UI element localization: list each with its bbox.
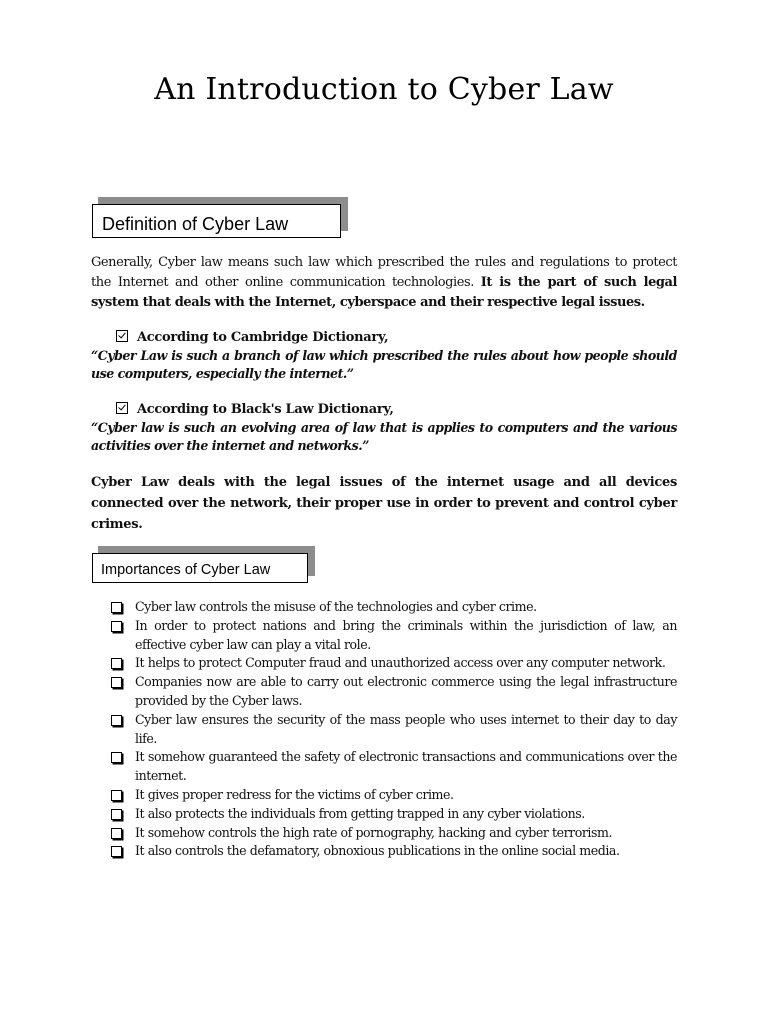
square-bullet-icon — [111, 846, 122, 857]
list-item-text: It also protects the individuals from getting trapped in any cyber violations. — [135, 805, 585, 821]
square-bullet-icon — [111, 790, 122, 801]
section-heading-label: Importances of Cyber Law — [92, 553, 308, 583]
list-item — [111, 824, 677, 843]
list-item-text: In order to protect nations and bring the criminals within the jurisdiction of law, an effective cyber law can play a vital role. — [135, 617, 677, 652]
checked-box-icon — [116, 330, 128, 342]
list-item — [111, 617, 677, 655]
list-item-text: It somehow guaranteed the safety of electronic transactions and communications over the internet. — [135, 749, 677, 784]
list-item-text: Cyber law ensures the security of the mass people who uses internet to their day to day life. — [135, 711, 677, 746]
list-item — [111, 654, 677, 673]
list-item — [111, 748, 677, 786]
square-bullet-icon — [111, 809, 122, 820]
list-item — [111, 786, 677, 805]
square-bullet-icon — [111, 621, 122, 632]
definition-source-label: According to Black's Law Dictionary, — [137, 402, 394, 417]
list-item — [111, 711, 677, 749]
definition-source — [116, 401, 394, 419]
list-item — [111, 673, 677, 711]
intro-text: Generally, Cyber law means such law which prescribed the rules and regulations to protect the Internet and other online communication technologies. — [91, 255, 677, 290]
definition-source-label: According to Cambridge Dictionary, — [137, 330, 389, 345]
section-heading-importances — [92, 553, 308, 583]
page-title: An Introduction to Cyber Law — [154, 72, 614, 107]
list-item-text: It gives proper redress for the victims of cyber crime. — [135, 786, 454, 802]
square-bullet-icon — [111, 828, 122, 839]
square-bullet-icon — [111, 715, 122, 726]
intro-bold-text: It is the part of such legal system that deals with the Internet, cyberspace and their respective legal issues. — [91, 275, 677, 310]
list-item-text: It somehow controls the high rate of pornography, hacking and cyber terrorism. — [135, 824, 613, 840]
section-heading-definition — [92, 204, 341, 238]
section-heading-label: Definition of Cyber Law — [92, 204, 341, 238]
square-bullet-icon — [111, 677, 122, 688]
definition-source — [116, 329, 388, 347]
intro-paragraph — [91, 253, 677, 313]
importances-list — [111, 598, 677, 861]
square-bullet-icon — [111, 658, 122, 669]
checked-box-icon — [116, 402, 128, 414]
list-item — [111, 805, 677, 824]
list-item — [111, 842, 677, 861]
square-bullet-icon — [111, 602, 122, 613]
list-item — [111, 598, 677, 617]
list-item-text: It also controls the defamatory, obnoxious publications in the online social media. — [135, 843, 620, 859]
list-item-text: It helps to protect Computer fraud and unauthorized access over any computer network. — [135, 655, 666, 671]
list-item-text: Companies now are able to carry out electronic commerce using the legal infrastructure provided by the Cyber laws. — [135, 674, 677, 708]
deals-paragraph: Cyber Law deals with the legal issues of the internet usage and all devices connected over the network, their proper use in order to prevent and control cyber crimes. — [91, 475, 677, 532]
square-bullet-icon — [111, 752, 122, 763]
definition-quote: “Cyber Law is such a branch of law which prescribed the rules about how people should use computers, especially the internet.” — [91, 348, 677, 381]
list-item-text: Cyber law controls the misuse of the technologies and cyber crime. — [135, 599, 537, 614]
definition-quote: “Cyber law is such an evolving area of law that is applies to computers and the various activities over the internet and networks.” — [91, 420, 677, 453]
